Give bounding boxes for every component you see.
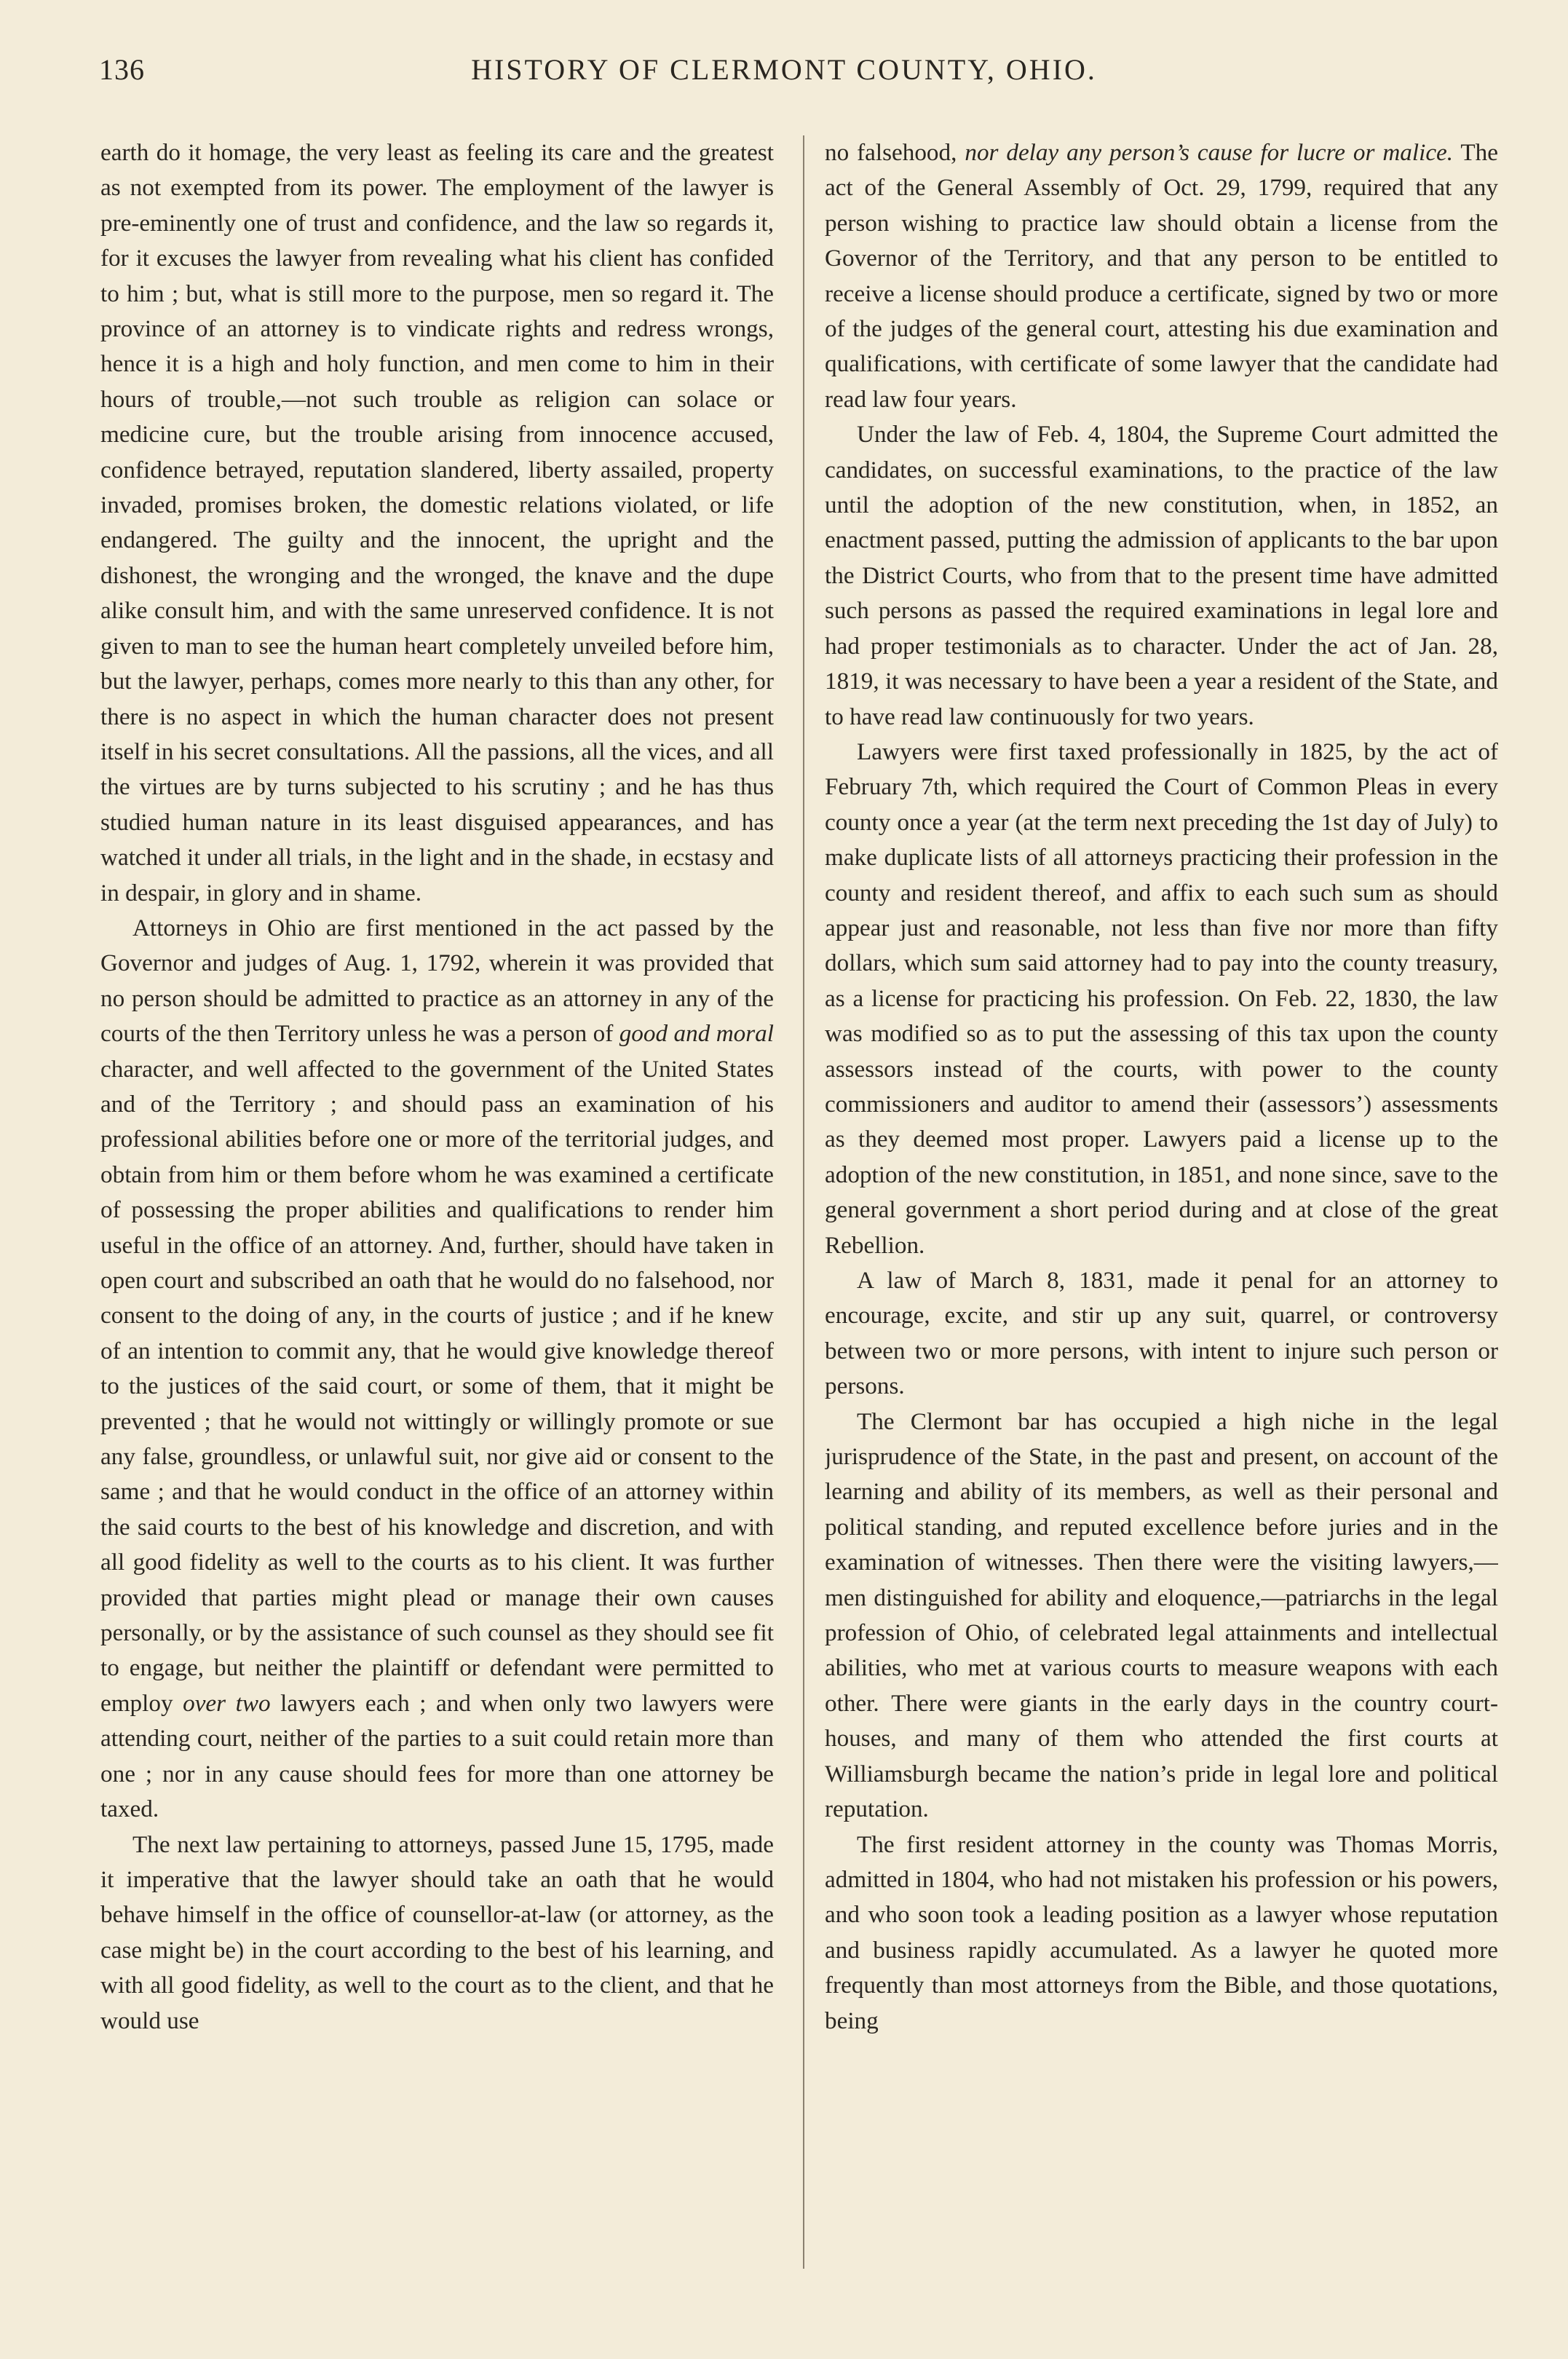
page-number: 136: [99, 53, 145, 86]
page-header: [0, 52, 1568, 96]
text-run: The act of the General Assembly of Oct. 29, 1799, required that any person wishing to practice law should obtain a license from the Governor of the Territory, and that any person to be entitled to receive a license should produce a certificate, signed by two or more of the judges of the general court, attesting his due examination and qualifications, with certificate of some lawyer that the candidate had read law four years.: [825, 139, 1498, 413]
text-run: character, and well affected to the government of the United States and of the Territory ; and should pass an examination of his professional abilities before one or more of the territorial judges, and obtain from him or them before whom he was examined a certificate of possessing the proper abilities and qualifications to render him useful in the office of an attorney. And, further, should have taken in open court and subscribed an oath that he would do no falsehood, nor consent to the doing of any, in the courts of justice ; and if he knew of an intention to commit any, that he would give knowledge thereof to the justices of the said court, or some of them, that it might be prevented ; that he would not wittingly or willingly promote or sue any false, groundless, or unlawful suit, nor give aid or consent to the same ; and that he would conduct in the office of an attorney within the said courts to the best of his knowledge and discretion, and with all good fidelity as well to the courts as to his client. It was further provided that parties might plead or manage their own causes personally, or by the assistance of such counsel as they should see fit to engage, but neither the plaintiff or defendant were permitted to employ: [100, 1055, 774, 1717]
italic-phrase: over two: [183, 1689, 271, 1717]
italic-phrase: nor delay any person’s cause for lucre or malice.: [965, 139, 1454, 166]
text-run: lawyers each ; and when only two lawyers were attending court, neither of the parties to a suit could retain more than one ; nor in any cause should fees for more than one attorney be taxed.: [100, 1689, 774, 1823]
paragraph: The Clermont bar has occupied a high niche in the legal jurisprudence of the State, in the past and present, on account of the learning and ability of its members, as well as their personal and political standing, and reputed excellence before juries and in the examination of witnesses. Then there were the visiting lawyers,—men distinguished for ability and eloquence,—patriarchs in the legal profession of Ohio, of celebrated legal attainments and intellectual abilities, who met at various courts to measure weapons with each other. There were giants in the early days in the country court-houses, and many of them who attended the first courts at Williamsburgh became the nation’s pride in legal lore and political reputation.: [825, 1407, 1498, 1823]
paragraph: Under the law of Feb. 4, 1804, the Supreme Court admitted the candidates, on successful examinations, to the practice of the law until the adoption of the new constitution, when, in 1852, an enactment passed, putting the admission of applicants to the bar upon the District Courts, who from that to the present time have admitted such persons as passed the required examinations in legal lore and had proper testimonials as to character. Under the act of Jan. 28, 1819, it was necessary to have been a year a resident of the State, and to have read law continuously for two years.: [825, 421, 1498, 730]
italic-phrase: good and moral: [619, 1020, 774, 1048]
text-run: Attorneys in Ohio are first mentioned in the act passed by the Governor and judges of Aug. 1, 1792, wherein it was provided that no person should be admitted to practice as an attorney in any of the courts of the then Territory unless he was a person of: [100, 914, 774, 1048]
paragraph: [825, 135, 1498, 417]
paragraph: A law of March 8, 1831, made it penal for an attorney to encourage, excite, and stir up any suit, quarrel, or controversy between two or more persons, with intent to injure such person or persons.: [825, 1267, 1498, 1400]
running-head: HISTORY OF CLERMONT COUNTY, OHIO.: [471, 53, 1097, 86]
paragraph: The next law pertaining to attorneys, passed June 15, 1795, made it imperative that the lawyer should take an oath that he would behave himself in the office of counsellor-at-law (or attorney, as the case might be) in the court according to the best of his learning, and with all good fidelity, as well to the court as to the client, and that he would use: [100, 1830, 774, 2034]
right-column: [825, 135, 1498, 2272]
text-run: no falsehood,: [825, 139, 965, 166]
paragraph: Lawyers were first taxed professionally in 1825, by the act of February 7th, which required the Court of Common Pleas in every county once a year (at the term next preceding the 1st day of July) to make duplicate lists of all attorneys practicing their profession in the county and resident thereof, and affix to each such sum as should appear just and reasonable, not less than five nor more than fifty dollars, which sum said attorney had to pay into the county treasury, as a license for practicing his profession. On Feb. 22, 1830, the law was modified so as to put the assessing of this tax upon the county assessors instead of the courts, with power to the county commissioners and auditor to amend their (assessors’) assessments as they deemed most proper. Lawyers paid a license up to the adoption of the new constitution, in 1851, and none since, save to the general government a short period during and at close of the great Rebellion.: [825, 738, 1498, 1259]
paragraph: The first resident attorney in the county was Thomas Morris, admitted in 1804, who had not mistaken his profession or his powers, and who soon took a leading position as a lawyer whose reputation and business rapidly accumulated. As a lawyer he quoted more frequently than most attorneys from the Bible, and those quotations, being: [825, 1830, 1498, 2034]
paragraph: earth do it homage, the very least as feeling its care and the greatest as not exempted from its power. The employment of the lawyer is pre-eminently one of trust and confidence, and the law so regards it, for it excuses the lawyer from revealing what his client has confided to him ; but, what is still more to the purpose, men so regard it. The province of an attorney is to vindicate rights and redress wrongs, hence it is a high and holy function, and men come to him in their hours of trouble,—not such trouble as religion can solace or medicine cure, but the trouble arising from innocence accused, confidence betrayed, reputation slandered, liberty assailed, property invaded, promises broken, the domestic relations violated, or life endangered. The guilty and the innocent, the upright and the dishonest, the wronging and the wronged, the knave and the dupe alike consult him, and with the same unreserved confidence. It is not given to man to see the human heart completely unveiled before him, but the lawyer, perhaps, comes more nearly to this than any other, for there is no aspect in which the human character does not present itself in his secret consultations. All the passions, all the vices, and all the virtues are by turns subjected to his scrutiny ; and he has thus studied human nature in its least disguised appearances, and has watched it under all trials, in the light and in the shade, in ecstasy and in despair, in glory and in shame.: [100, 139, 774, 906]
paragraph: [100, 911, 774, 1827]
left-column: [100, 135, 774, 2272]
column-divider: [803, 135, 804, 2269]
